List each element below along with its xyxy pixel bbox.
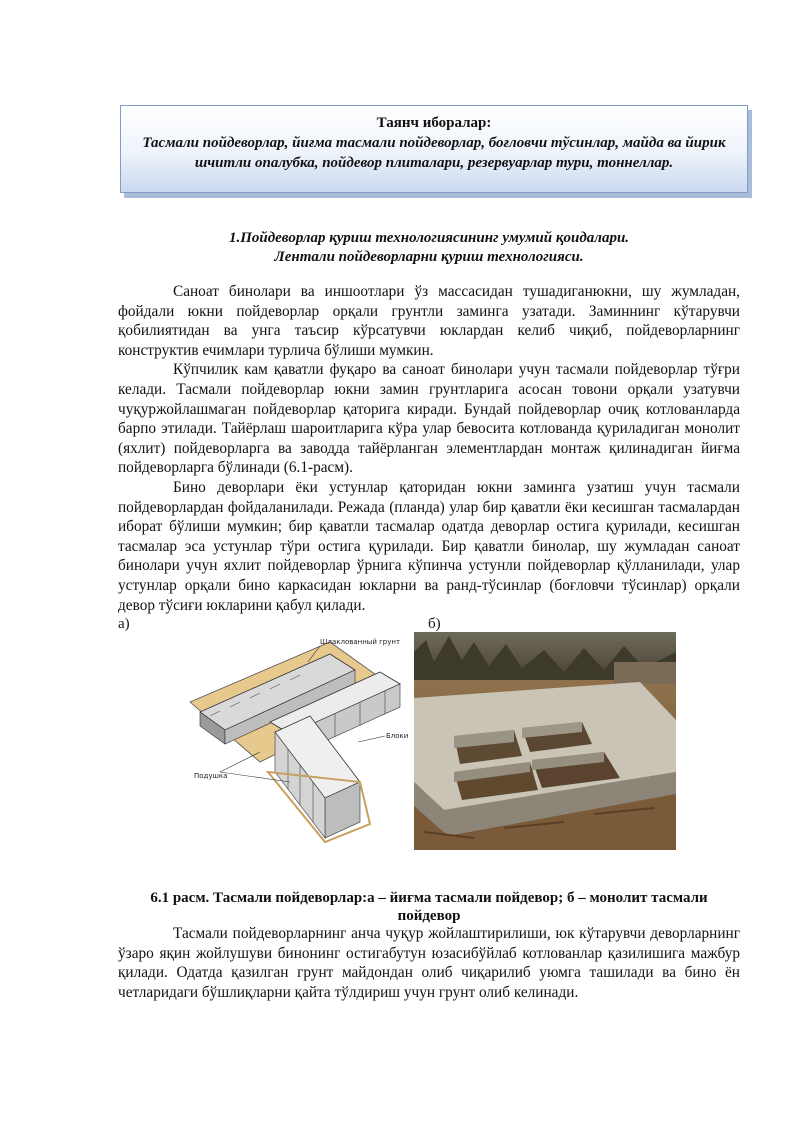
figure-label-b: б): [428, 616, 441, 632]
figure-label-a: а): [118, 616, 130, 632]
paragraph: Саноат бинолари ва иншоотлари ўз массасидан тушадиганюкни, шу жумладан, фойдали юкни пойдеворлар орқали грунтли заминга узатади. Заминнинг кўтарувчи қобилиятидан ва унга таъсир кўрсатувчи юклардан келиб чиқиб, пойдеворларнинг конструктив ечимлари турлича бўлиши мумкин.: [118, 283, 740, 359]
heading-line-1: 1.Пойдеворлар қуриш технологиясининг умумий қоидалари.: [228, 230, 630, 246]
key-terms-title: Таянч иборалар:: [376, 115, 492, 131]
heading-line-2: Лентали пойдеворларни қуриш технологияси.: [274, 249, 584, 265]
body-text-2: [118, 924, 740, 1002]
caption-line-1: 6.1 расм. Тасмали пойдеворлар:а – йиғма тасмали пойдевор; б – монолит тасмали: [150, 890, 708, 906]
caption-line-2: пойдевор: [397, 908, 461, 924]
key-terms-box: [120, 105, 748, 193]
paragraph: Кўпчилик кам қаватли фуқаро ва саноат бинолари учун тасмали пойдеворлар тўғри келади. Тасмали пойдеворлар юкни замин грунтларига асосан товони орқали узатувчи чуқуржойлашмаган пойдеворлар қаторига киради. Бундай пойдеворлар очиқ котлованларда барпо этилади. Тайёрлаш шароитларига кўра улар бевосита котлованда қуриладиган монолит (яхлит) пойдеворларга ва заводда тайёрланган элементлардан монтаж қилинадиган йиғма пойдеворларга бўлинади (6.1-расм).: [118, 361, 740, 477]
prefab-foundation-drawing: [180, 632, 412, 850]
label-blocks: Блоки: [386, 732, 409, 740]
section-heading: [118, 229, 740, 267]
body-text: [118, 282, 740, 615]
label-pad: Подушка: [194, 772, 228, 780]
label-top: Шлаклованный грунт: [320, 638, 401, 646]
figure-caption: [118, 889, 740, 925]
key-terms-text: Тасмали пойдеворлар, йиғма тасмали пойдеворлар, боғловчи тўсинлар, майда ва йирик шчитли опалубка, пойдевор плиталари, резервуарлар тури, тоннеллар.: [142, 135, 726, 171]
paragraph: Бино деворлари ёки устунлар қаторидан юкни заминга узатиш учун тасмали пойдеворлардан фойдаланилади. Режада (планда) улар бир қаватли ёки кесишган тасмалардан иборат бўлиши мумкин; бир қаватли тасмалар одатда деворлар остига қурилади, кесишган тасмалар эса устунлар тўри остига қурилади. Бир қаватли бинолар, шу жумладан саноат бинолари учун яхлит пойдеворлар ўрнига кўпинча устунли пойдеворлар қўлланилади, улар устунлар орқали бино каркасидан юкларни ва ранд-тўсинлар (боғловчи тўсинлар) орқали девор тўсиғи юкларини қабул қилади.: [118, 478, 740, 614]
monolithic-foundation-photo: [414, 632, 676, 850]
paragraph: Тасмали пойдеворларнинг анча чуқур жойлаштирилиши, юк кўтарувчи деворларнинг ўзаро яқин жойлушуви бинонинг остигабутун юзасибўйлаб котлованлар қазилишига мажбур қилади. Одатда қазилган грунт майдондан олиб чиқарилиб уюмга ташилади ва бино ён четларидаги бўшлиқларни қайта тўлдириш учун грунт олиб келинади.: [118, 925, 740, 1001]
